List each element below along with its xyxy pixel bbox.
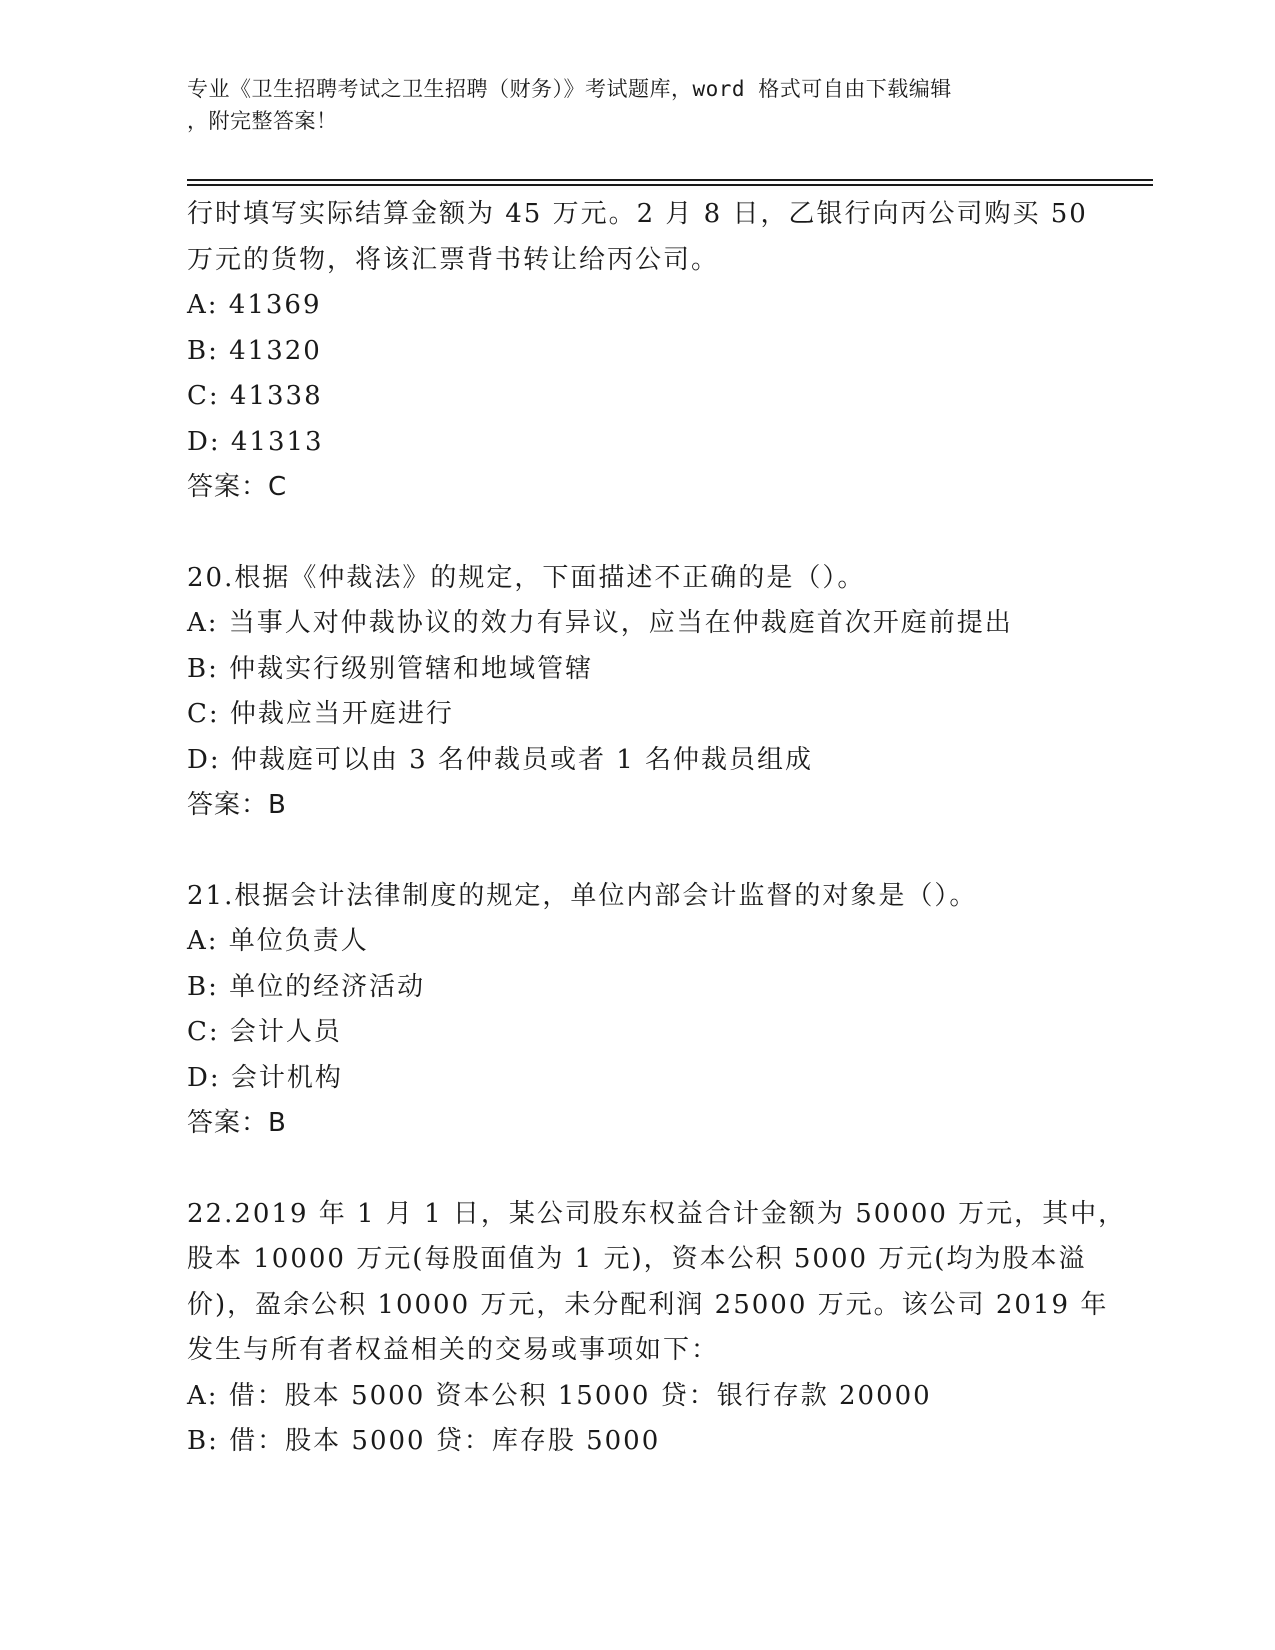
option-c: C: 仲裁应当开庭进行 bbox=[187, 699, 454, 729]
question-text-line: 22.2019 年 1 月 1 日，某公司股东权益合计金额为 50000 万元，其中， bbox=[187, 1198, 1127, 1229]
question-text-line: 价)，盈余公积 10000 万元，未分配利润 25000 万元。该公司 2019 年 bbox=[187, 1289, 1109, 1320]
option-b: B: 借：股本 5000 贷：库存股 5000 bbox=[187, 1426, 661, 1456]
option-c: C: 会计人员 bbox=[187, 1017, 342, 1047]
question-text-line: 行时填写实际结算金额为 45 万元。2 月 8 日，乙银行向丙公司购买 50 bbox=[187, 199, 1088, 229]
option-a: A: 借：股本 5000 资本公积 15000 贷：银行存款 20000 bbox=[187, 1380, 932, 1411]
answer-line: 答案：C bbox=[187, 472, 288, 502]
header-divider-bottom bbox=[187, 184, 1153, 186]
header-divider-top bbox=[187, 179, 1153, 181]
answer-line: 答案：B bbox=[187, 790, 287, 820]
question-content bbox=[187, 192, 1127, 1465]
option-a: A: 当事人对仲裁协议的效力有异议，应当在仲裁庭首次开庭前提出 bbox=[187, 608, 1013, 638]
question-text-line: 万元的货物，将该汇票背书转让给丙公司。 bbox=[187, 244, 720, 275]
document-header: 专业《卫生招聘考试之卫生招聘（财务）》考试题库，word 格式可自由下载编辑 ，附完整答案！ bbox=[187, 77, 952, 133]
spacer bbox=[187, 511, 1087, 556]
option-b: B: 仲裁实行级别管辖和地域管辖 bbox=[187, 653, 594, 684]
option-d: D: 仲裁庭可以由 3 名仲裁员或者 1 名仲裁员组成 bbox=[187, 744, 814, 775]
question-22 bbox=[187, 1192, 1127, 1465]
option-a: A: 单位负责人 bbox=[187, 926, 369, 956]
question-text-line: 20.根据《仲裁法》的规定，下面描述不正确的是（）。 bbox=[187, 562, 866, 593]
option-b: B: 单位的经济活动 bbox=[187, 971, 426, 1002]
question-text-line: 发生与所有者权益相关的交易或事项如下： bbox=[187, 1335, 720, 1365]
option-b: B: 41320 bbox=[187, 335, 322, 366]
question-text-line: 股本 10000 万元(每股面值为 1 元)，资本公积 5000 万元(均为股本溢 bbox=[187, 1244, 1087, 1274]
spacer bbox=[187, 1147, 1087, 1192]
answer-line: 答案：B bbox=[187, 1108, 287, 1138]
question-20 bbox=[187, 556, 1087, 829]
option-d: D: 会计机构 bbox=[187, 1062, 343, 1093]
question-21 bbox=[187, 874, 1087, 1147]
option-c: C: 41338 bbox=[187, 381, 323, 411]
question-19-continuation bbox=[187, 192, 1087, 511]
question-text-line: 21.根据会计法律制度的规定，单位内部会计监督的对象是（）。 bbox=[187, 880, 978, 911]
spacer bbox=[187, 829, 1087, 874]
option-d: D: 41313 bbox=[187, 426, 324, 457]
option-a: A: 41369 bbox=[187, 290, 322, 320]
